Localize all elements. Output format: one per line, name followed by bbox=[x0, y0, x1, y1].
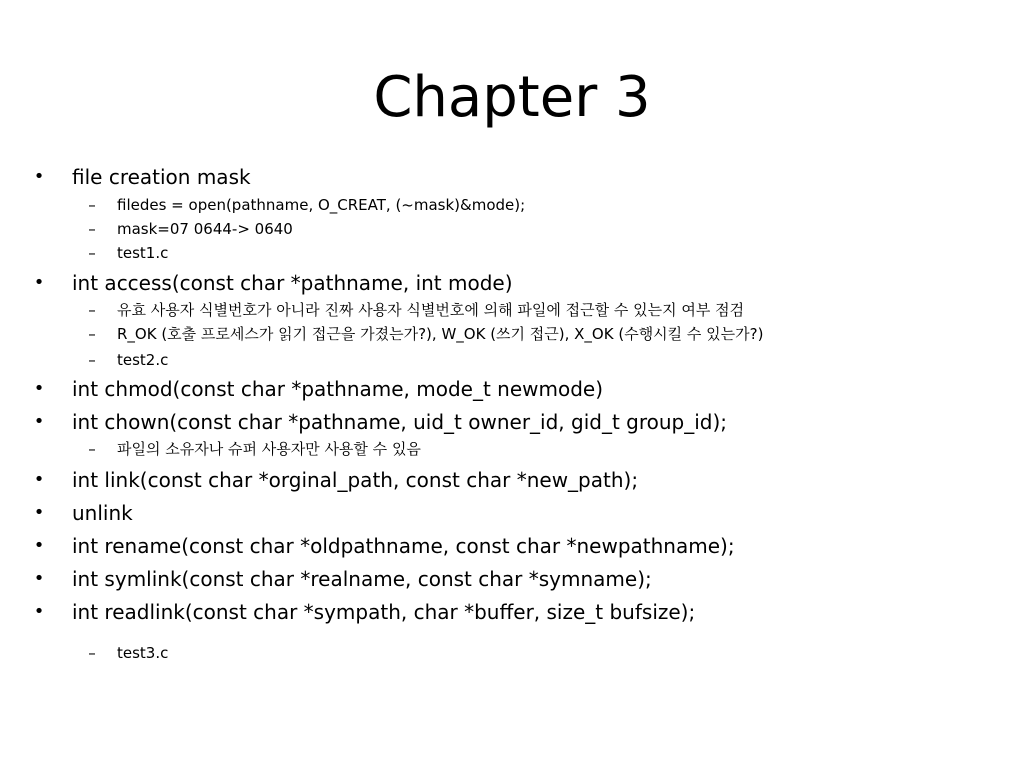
list-item bbox=[33, 163, 251, 191]
sub-list-item bbox=[88, 194, 526, 216]
sub-list-item bbox=[88, 642, 169, 664]
list-item bbox=[33, 269, 513, 297]
list-item-text: int link(const char *orginal_path, const char *new_path); bbox=[72, 468, 639, 492]
dash-marker: – bbox=[88, 220, 96, 238]
dash-marker: – bbox=[88, 440, 96, 458]
bullet-marker: • bbox=[33, 601, 45, 622]
slide-title: Chapter 3 bbox=[373, 65, 651, 130]
dash-marker: – bbox=[88, 644, 96, 662]
bullet-marker: • bbox=[33, 378, 45, 399]
list-item bbox=[33, 532, 735, 560]
sub-list-item bbox=[88, 218, 293, 240]
list-item bbox=[33, 598, 696, 626]
dash-marker: – bbox=[88, 244, 96, 262]
sub-list-item-text: mask=07 0644-> 0640 bbox=[117, 220, 293, 238]
sub-list-item-text: test2.c bbox=[117, 351, 169, 369]
bullet-marker: • bbox=[33, 502, 45, 523]
list-item-text: int symlink(const char *realname, const char *symname); bbox=[72, 567, 652, 591]
sub-list-item-text: test1.c bbox=[117, 244, 169, 262]
sub-list-item bbox=[88, 438, 421, 460]
list-item-text: int readlink(const char *sympath, char *buffer, size_t bufsize); bbox=[72, 600, 696, 624]
bullet-marker: • bbox=[33, 411, 45, 432]
sub-list-item bbox=[88, 323, 764, 345]
list-item bbox=[33, 408, 728, 436]
sub-list-item bbox=[88, 349, 169, 371]
bullet-marker: • bbox=[33, 272, 45, 293]
dash-marker: – bbox=[88, 351, 96, 369]
bullet-marker: • bbox=[33, 166, 45, 187]
list-item bbox=[33, 565, 652, 593]
bullet-marker: • bbox=[33, 469, 45, 490]
list-item-text: file creation mask bbox=[72, 165, 251, 189]
sub-list-item-text: 유효 사용자 식별번호가 아니라 진짜 사용자 식별번호에 의해 파일에 접근할 수 있는지 여부 점검 bbox=[117, 301, 745, 319]
sub-list-item-text: 파일의 소유자나 슈퍼 사용자만 사용할 수 있음 bbox=[117, 440, 421, 458]
sub-list-item-text: R_OK (호출 프로세스가 읽기 접근을 가졌는가?), W_OK (쓰기 접근), X_OK (수행시킬 수 있는가?) bbox=[117, 325, 764, 343]
list-item-text: unlink bbox=[72, 501, 133, 525]
sub-list-item bbox=[88, 299, 745, 321]
list-item bbox=[33, 375, 604, 403]
list-item-text: int chown(const char *pathname, uid_t owner_id, gid_t group_id); bbox=[72, 410, 728, 434]
dash-marker: – bbox=[88, 301, 96, 319]
list-item-text: int chmod(const char *pathname, mode_t newmode) bbox=[72, 377, 604, 401]
sub-list-item bbox=[88, 242, 169, 264]
list-item-text: int access(const char *pathname, int mode) bbox=[72, 271, 513, 295]
list-item bbox=[33, 466, 639, 494]
dash-marker: – bbox=[88, 196, 96, 214]
bullet-marker: • bbox=[33, 535, 45, 556]
sub-list-item-text: filedes = open(pathname, O_CREAT, (~mask)&mode); bbox=[117, 196, 526, 214]
list-item-text: int rename(const char *oldpathname, const char *newpathname); bbox=[72, 534, 735, 558]
bullet-marker: • bbox=[33, 568, 45, 589]
sub-list-item-text: test3.c bbox=[117, 644, 169, 662]
dash-marker: – bbox=[88, 325, 96, 343]
list-item bbox=[33, 499, 133, 527]
